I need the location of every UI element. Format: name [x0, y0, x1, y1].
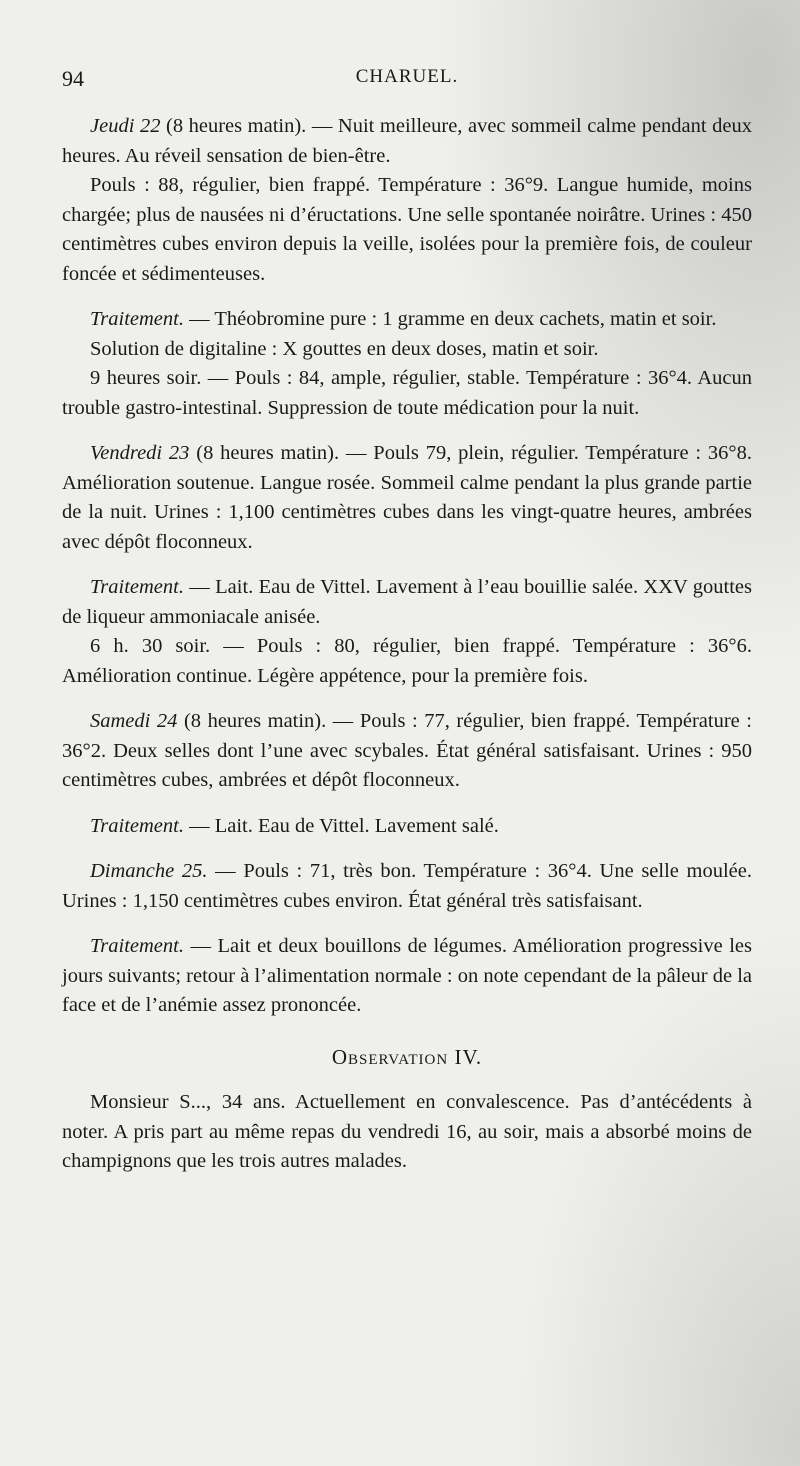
paragraph-text: — Lait. Eau de Vittel. Lavement à l’eau bouillie salée. XXV gouttes de liqueur ammoniacale anisée. — [62, 576, 752, 628]
traitement-label: Traitement. — [90, 935, 184, 957]
paragraph-digitaline: Solution de digitaline : X gouttes en deux doses, matin et soir. — [90, 337, 599, 360]
day-heading: Vendredi 23 — [90, 442, 190, 464]
paragraph-samedi — [62, 707, 752, 796]
paragraph-text: — Pouls : 71, très bon. Température : 36°4. Une selle moulée. Urines : 1,150 centimètres cubes environ. État général très satisfaisant. — [62, 860, 752, 912]
day-heading: Jeudi 22 — [90, 115, 161, 137]
traitement-label: Traitement. — [90, 576, 184, 598]
paragraph-text: — Lait. Eau de Vittel. Lavement salé. — [183, 814, 499, 837]
paragraph-traitement — [62, 932, 752, 1021]
paragraph-jeudi — [62, 112, 752, 171]
paragraph-text: — Théobromine pure : 1 gramme en deux cachets, matin et soir. — [183, 308, 717, 330]
paragraph-soir: 6 h. 30 soir. — Pouls : 80, régulier, bien frappé. Température : 36°6. Amélioration continue. Légère appétence, pour la première fois. — [62, 635, 752, 687]
section-title: Observation IV. — [331, 1044, 483, 1069]
traitement-label: Traitement. — [90, 308, 184, 330]
day-heading: Samedi 24 — [90, 710, 178, 732]
paragraph-monsieur: Monsieur S..., 34 ans. Actuellement en convalescence. Pas d’antécédents à noter. A pris part au même repas du vendredi 16, au soir, mais a absorbé moins de champignons que les trois autres malades. — [62, 1091, 752, 1172]
body-text — [62, 112, 752, 1177]
paragraph-text: (8 heures matin). — Pouls : 77, régulier, bien frappé. Température : 36°2. Deux selles dont l’une avec scybales. État général satisfaisant. Urines : 950 centimètres cubes, ambrées et dépôt floconneux. — [62, 710, 752, 791]
paragraph-traitement — [62, 812, 752, 842]
paragraph-vendredi — [62, 439, 752, 557]
paragraph-text: (8 heures matin). — Nuit meilleure, avec sommeil calme pendant deux heures. Au réveil sensation de bien-être. — [62, 115, 752, 167]
paragraph-text: — Lait et deux bouillons de légumes. Amélioration progressive les jours suivants; retour à l’alimentation normale : on note cependant de la pâleur de la face et de l’anémie assez prononcée. — [62, 935, 752, 1016]
paragraph-soir: 9 heures soir. — Pouls : 84, ample, régulier, stable. Température : 36°4. Aucun trouble gastro-intestinal. Suppression de toute médication pour la nuit. — [62, 367, 752, 419]
paragraph-traitement — [62, 573, 752, 632]
traitement-label: Traitement. — [90, 814, 184, 837]
page-number: 94 — [62, 66, 84, 91]
page-header — [62, 66, 752, 96]
paragraph-pouls: Pouls : 88, régulier, bien frappé. Température : 36°9. Langue humide, moins chargée; plus de nausées ni d’éructations. Une selle spontanée noirâtre. Urines : 450 centimètres cubes environ depuis la veille, isolées pour la première fois, de couleur foncée et sédimenteuses. — [62, 174, 752, 285]
running-head: CHARUEL. — [355, 66, 459, 87]
day-heading: Dimanche 25. — [90, 860, 208, 882]
paragraph-dimanche — [62, 857, 752, 916]
paragraph-text: (8 heures matin). — Pouls 79, plein, régulier. Température : 36°8. Amélioration soutenue. Langue rosée. Sommeil calme pendant la plus grande partie de la nuit. Urines : 1,100 centimètres cubes dans les vingt-quatre heures, ambrées avec dépôt floconneux. — [62, 442, 752, 553]
paragraph-traitement — [62, 305, 752, 335]
